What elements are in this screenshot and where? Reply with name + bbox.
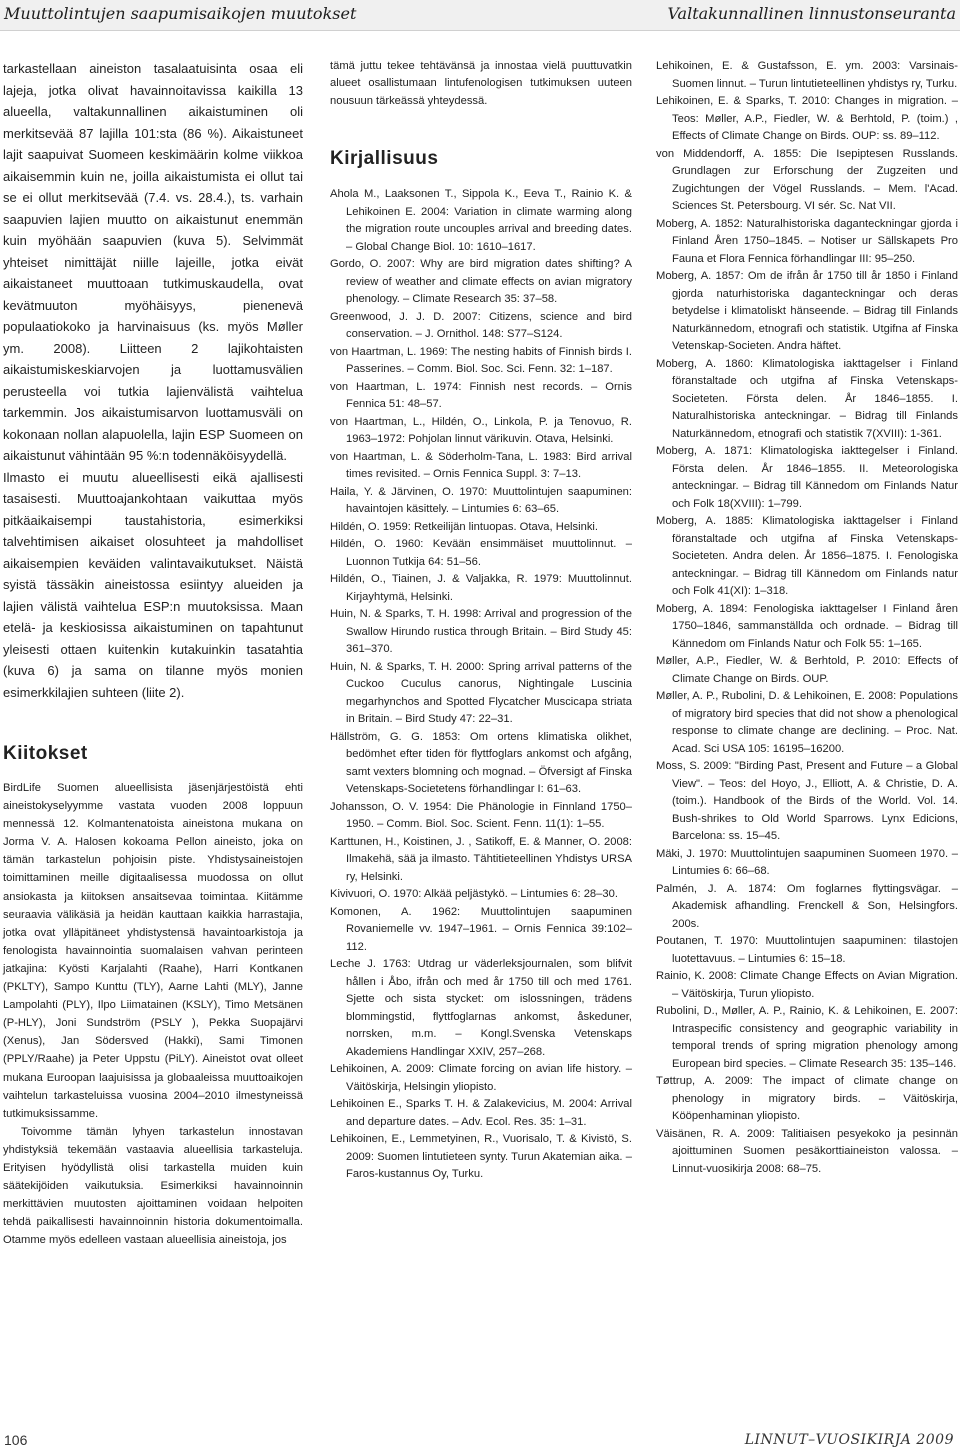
reference-entry: Komonen, A. 1962: Muuttolintujen saapuminen Rovaniemelle vv. 1947–1961. – Ornis Fennica 39:102–112. [330, 905, 632, 953]
reference-entry: von Haartman, L. 1974: Finnish nest records. – Ornis Fennica 51: 48–57. [330, 380, 632, 411]
reference-entry: Hildén, O. 1959: Retkeilijän lintuopas. Otava, Helsinki. [330, 520, 599, 533]
reference-list [330, 186, 632, 1184]
reference-list [656, 58, 958, 1178]
reference-entry: von Haartman, L. 1969: The nesting habits of Finnish birds I. Passerines. – Comm. Biol. Soc. Sci. Fenn. 32: 1–187. [330, 345, 632, 376]
page-footer [0, 1430, 960, 1452]
page-number: 106 [4, 1432, 28, 1448]
reference-entry: Hildén, O. 1960: Kevään ensimmäiset muuttolinnut. – Luonnon Tutkija 64: 51–56. [330, 538, 632, 568]
acknowledgements-paragraph: BirdLife Suomen alueellisista jäsenjärjestöistä ehti aineistokyselyymme vastata vuoden 2008 loppuun mennessä 12. Kolmantenatoista aineistona mukana on Jorma V. A. Halosen kokoama Pellon aineisto, joka on tämän tarkastelun pohjoisin piste. Yhdistysaineistojen toimittaminen meille digitaalisessa muodossa on ollut ansiokasta ja kiitoksen ansaitsevaa toimintaa. Kiitämme seuraavia välikäsiä ja heidän kauttaan kaikkia harrastajia, jotka ovat ylläpitäneet yhdistystensä havaintoarkistoja ja fenologista havainnointia suomalaisen vahvan perinteen jatkajina: Kyösti Karjalahti (Raahe), Harri Kontkanen (PKLTY), Sampo Kunttu (TLY), Aarne Lahti (MLY), Janne Lampolahti (PLY), Ilpo Liimatainen (KSLY), Timo Metsänen (P-HLY), Joni Sundström (PSLY ), Pekka Suopajärvi (Xenus), Jan Södersved (Hakki), Sami Timonen (PPLY/Raahe) ja Peter Uppstu (PiLY). Aineistot ovat olleet mukana Euroopan laajuisissa ja globaaleissa muuttoaikojen vaihtelun tarkasteluissa vuosina 2004–2010 ilmestyneissä tutkimuksissamme. [3, 782, 303, 1120]
reference-entry: Ahola M., Laaksonen T., Sippola K., Eeva T., Rainio K. & Lehikoinen E. 2004: Variation in climate warming along the migration route uncouples arrival and breeding dates. – Global Change Biol. 10: 1610–1617. [330, 188, 632, 253]
header-section-title: Valtakunnallinen linnustonseuranta [667, 4, 956, 23]
reference-entry: Rubolini, D., Møller, A. P., Rainio, K. & Lehikoinen, E. 2007: Intraspecific consistency and geographic variability in temporal trends of spring migration phenology among European bird species. – Climate Research 35: 135–146. [656, 1005, 958, 1070]
reference-entry: Leche J. 1763: Utdrag ur väderleksjournalen, som blifvit hållen i Åbo, ifrån och med år 1750 till och med 1761. Sjette och sista stycket: om islossningen, trädens blommingstid, flyttfoglarnas ankomst, åskeduner, norrsken, m.m. – Kongl.Svenska Vetenskaps Akademiens Handlingar XXIV, 257–268. [330, 958, 632, 1058]
reference-entry: Palmén, J. A. 1874: Om foglarnes flyttingsvägar. – Akademisk afhandling. Frenckell & Son, Helsingfors. 200s. [656, 882, 958, 930]
reference-entry: Moberg, A. 1857: Om de ifrån år 1750 till år 1850 i Finland gjorda naturhistoriska daganteckningar och deras betydelse i klimatoliskt hänseende. – Bidrag till Finlands Naturkännedom, etnografi och statistik. Utgifna af Finska Vetenskap-Societen. Andra häftet. [656, 270, 958, 352]
reference-entry: von Haartman, L., Hildén, O., Linkola, P. ja Tenovuo, R. 1963–1972: Pohjolan linnut värikuvin. Otava, Helsinki. [330, 415, 632, 446]
reference-entry: Huin, N. & Sparks, T. H. 1998: Arrival and progression of the Swallow Hirundo rustica through Britain. – Bird Study 45: 361–370. [330, 608, 632, 656]
reference-entry: Moberg, A. 1894: Fenologiska iakttagelser I Finland åren 1750–1846, sammanställda och ordnade. – Bidrag till Kännedom om Finlands Natur och Folk 55: 1–165. [656, 602, 958, 650]
reference-entry: Moberg, A. 1871: Klimatologiska iakttegelser i Finland. Första delen. År 1846–1855. II. Meteorologiska anteckningar. – Bidrag till Kännedom om Finlands Natur och Folk 18(XVIII): 1–799. [656, 445, 958, 510]
reference-entry: Møller, A. P., Rubolini, D. & Lehikoinen, E. 2008: Populations of migratory bird species that did not show a phenological response to climate change are declining. – Proc. Nat. Acad. Sci USA 105: 16195–16200. [656, 690, 958, 755]
reference-entry: Johansson, O. V. 1954: Die Phänologie in Finnland 1750–1950. – Comm. Biol. Soc. Scient. Fenn. 11(1): 1–55. [330, 800, 632, 831]
reference-entry: Gordo, O. 2007: Why are bird migration dates shifting? A review of weather and climate effects on avian migratory phenology. – Climate Research 35: 37–58. [330, 258, 632, 306]
reference-entry: Hildén, O., Tiainen, J. & Valjakka, R. 1979: Muuttolinnut. Kirjayhtymä, Helsinki. [330, 573, 632, 603]
reference-entry: Lehikoinen E., Sparks T. H. & Zalakevicius, M. 2004: Arrival and departure dates. – Adv. Ecol. Res. 35: 1–31. [330, 1098, 632, 1128]
reference-entry: Moss, S. 2009: "Birding Past, Present and Future – a Global View". – Teos: del Hoyo, J., Elliott, A. & Christie, D. A. (toim.). Handbook of the Birds of the World. Vol. 14. Bush-shrikes to Old World Sparrows. Lynx Edicions, Barcelona: ss. 15–45. [656, 760, 958, 842]
column-middle [330, 58, 632, 1184]
reference-entry: Møller, A.P., Fiedler, W. & Berhtold, P. 2010: Effects of Climate Change on Birds. OUP. [656, 655, 958, 685]
reference-entry: Poutanen, T. 1970: Muuttolintujen saapuminen: tilastojen luotettavuus. – Lintumies 6: 15–18. [656, 935, 958, 965]
column-left [3, 58, 303, 1249]
body-paragraph: tarkastellaan aineiston tasalaatuisinta osaa eli lajeja, jotka olivat havainnoitavissa kaikilla 13 alueella, valtakunnallinen aikaistuminen oli merkitsevää 87 lajilla 101:sta (86 %). Aikaistuneet lajit saapuivat Suomeen keskimäärin kolme viikkoa aikaisemmin kuin ne, joilla aikaistumista ei ollut tai se ei ollut merkitsevää (7.4. vs. 28.4.), ts. varhain saapuvien lajien muutto on aikaistunut enemmän kuin myöhään saapuvien (kuva 5). Selvimmät yhteiset nimittäjät niille lajeille, jotka eivät aikaistaneet muuttoaan tutkimuskaudella, ovat kevätmuuton myöhäisyys, pienenevä populaatiokoko ja harvinaisuus (ks. myös Møller ym. 2008). Liitteen 2 lajikohtaisten aikaistumiskeskiarvojen ja luottamusvälien perusteella voi tutkia lajienvälistä vaihtelua tarkemmin. Jos aikaistumisarvon luottamusväli on kokonaan nollan alapuolella, lajin ESP Suomeen on aikaistunut vähintään 95 %:n todennäköisyydellä. [3, 61, 303, 463]
reference-entry: Lehikoinen, A. 2009: Climate forcing on avian life history. – Väitöskirja, Helsingin yliopisto. [330, 1063, 632, 1093]
running-header [0, 0, 960, 31]
reference-entry: Väisänen, R. A. 2009: Talitiaisen pesyekoko ja pesinnän ajoittuminen Suomen pesäkorttiaineiston valossa. – Linnut-vuosikirja 2008: 68–75. [656, 1127, 958, 1175]
reference-entry: Tøttrup, A. 2009: The impact of climate change on phenology in migratory birds. – Väitöskirja, Kööpenhaminan yliopisto. [656, 1075, 958, 1122]
reference-entry: Huin, N. & Sparks, T. H. 2000: Spring arrival patterns of the Cuckoo Cuculus canorus, Nightingale Luscinia megarhynchos and Spotted Flycatcher Muscicapa striata in Britain. – Bird Study 47: 22–31. [330, 660, 632, 726]
journal-name: LINNUT–VUOSIKIRJA 2009 [744, 1432, 954, 1448]
reference-entry: Moberg, A. 1860: Klimatologiska iakttagelser i Finland föranstaltade och utgifna af Finska Vetenskaps-Societeten. Första delen. År 1846–1855. I. Naturalhistoriska anteckningar. – Bidrag till Finlands Naturkännedom, etnografi och statistik 7(XVIII): 1-361. [656, 357, 958, 440]
reference-entry: Mäki, J. 1970: Muuttolintujen saapuminen Suomeen 1970. – Lintumies 6: 66–68. [656, 847, 958, 877]
reference-entry: Greenwood, J. J. D. 2007: Citizens, science and bird conservation. – J. Ornithol. 148: S77–S124. [330, 310, 632, 341]
references-heading: Kirjallisuus [330, 148, 439, 170]
reference-entry: Lehikoinen, E. & Gustafsson, E. ym. 2003: Varsinais-Suomen linnut. – Turun lintutieteellinen yhdistys ry, Turku. [656, 60, 958, 90]
reference-entry: Kivivuori, O. 1970: Alkää peljästykö. – Lintumies 6: 28–30. [330, 888, 618, 901]
reference-entry: Hällström, G. G. 1853: Om ortens klimatiska olikhet, bedömhet efter tiden för flyttfoglars ankomst och afgång, samt vexters blomning och mognad. – Öfversigt af Finska Vetenskaps-Societetens förhandlingar I: 61–63. [330, 730, 632, 796]
reference-entry: Karttunen, H., Koistinen, J. , Satikoff, E. & Manner, O. 2008: Ilmakehä, sää ja ilmasto. Tähtitieteellinen Yhdistys URSA ry, Helsinki. [330, 835, 632, 883]
acknowledgements-paragraph: Toivomme tämän lyhyen tarkastelun innostavan yhdistyksiä tekemään vastaavia alueellisia tarkasteluja. Erityisen hyödyllistä olisi tarkastella muiden kuin säätekijöiden vaikutuksia. Esimerkiksi havainnoinnin merkittävien muutosten ajoittaminen voidaan helpoiten tehdä paikallisesti havainnoinnin historia dokumentoimalla. Otamme myös edelleen vastaan alueellisia aineistoja, jos [3, 1125, 303, 1247]
reference-entry: von Haartman, L. & Söderholm-Tana, L. 1983: Bird arrival times revisited. – Ornis Fennica Suppl. 3: 7–13. [330, 450, 632, 481]
body-paragraph: Ilmasto ei muutu alueellisesti eikä ajallisesti tasaisesti. Muuttoajankohtaan vaikuttaa myös pitkäaikaisempi taustahistoria, esimerkiksi talvehtimisen aikaiset olosuhteet ja mahdolliset aikaisempien keväiden valintavaikutukset. Näistä syistä tässäkin aineistossa esiintyy alueiden ja lajien välistä vaihtelua ESP:n muutoksissa. Maan etelä- ja keskiosissa aikaistuminen on tapahtunut yleisesti ottaen kuitenkin kutakuinkin tasatahtia (kuva 6) ja sama on tilanne myös monien esimerkkilajien suhteen (liite 2). [3, 469, 303, 700]
reference-entry: Moberg, A. 1852: Naturalhistoriska daganteckningar gjorda i Finland Åren 1750–1845. – Notiser ur Sällskapets Pro Fauna et Flora Fennica förhandlingar III: 95–250. [656, 217, 958, 265]
reference-entry: von Middendorff, A. 1855: Die Isepiptesen Russlands. Grundlagen zur Erforschung der Zugzeiten und Zugichtungen der Vögel Russlands. – Mem. l'Acad. Sciences St. Petersbourg. VI sér. Sc. Nat VII. [656, 147, 958, 212]
reference-entry: Lehikoinen, E. & Sparks, T. 2010: Changes in migration. – Teos: Møller, A.P., Fiedler, W. & Berhtold, P. (toim.) , Effects of Climate Change on Birds. OUP: ss. 89–112. [656, 95, 958, 142]
acknowledgements-heading: Kiitokset [3, 743, 88, 764]
column-right [656, 58, 958, 1178]
body-paragraph: tämä juttu tekee tehtävänsä ja innostaa vielä puuttuvatkin alueet osallistumaan lintufenologisen tutkimuksen uuteen nousuun tärkeässä yhteydessä. [330, 60, 632, 107]
reference-entry: Lehikoinen, E., Lemmetyinen, R., Vuorisalo, T. & Kivistö, S. 2009: Suomen lintutieteen synty. Turun Akatemian aika. – Faros-kustannus Oy, Turku. [330, 1133, 632, 1181]
header-article-title: Muuttolintujen saapumisaikojen muutokset [4, 4, 357, 23]
reference-entry: Moberg, A. 1885: Klimatologiska iakttagelser i Finland föranstaltade och utgifna af Finska Vetenskaps-Societeten. Andra delen. År 1856–1875. I. Fenologiska anteckningar. – Bidrag till Kännedom om Finlands natur och Folk 41(XI): 1–318. [656, 515, 958, 597]
reference-entry: Haila, Y. & Järvinen, O. 1970: Muuttolintujen saapuminen: havaintojen käsittely. – Lintumies 6: 63–65. [330, 485, 632, 516]
reference-entry: Rainio, K. 2008: Climate Change Effects on Avian Migration. – Väitöskirja, Turun yliopisto. [656, 970, 958, 1000]
